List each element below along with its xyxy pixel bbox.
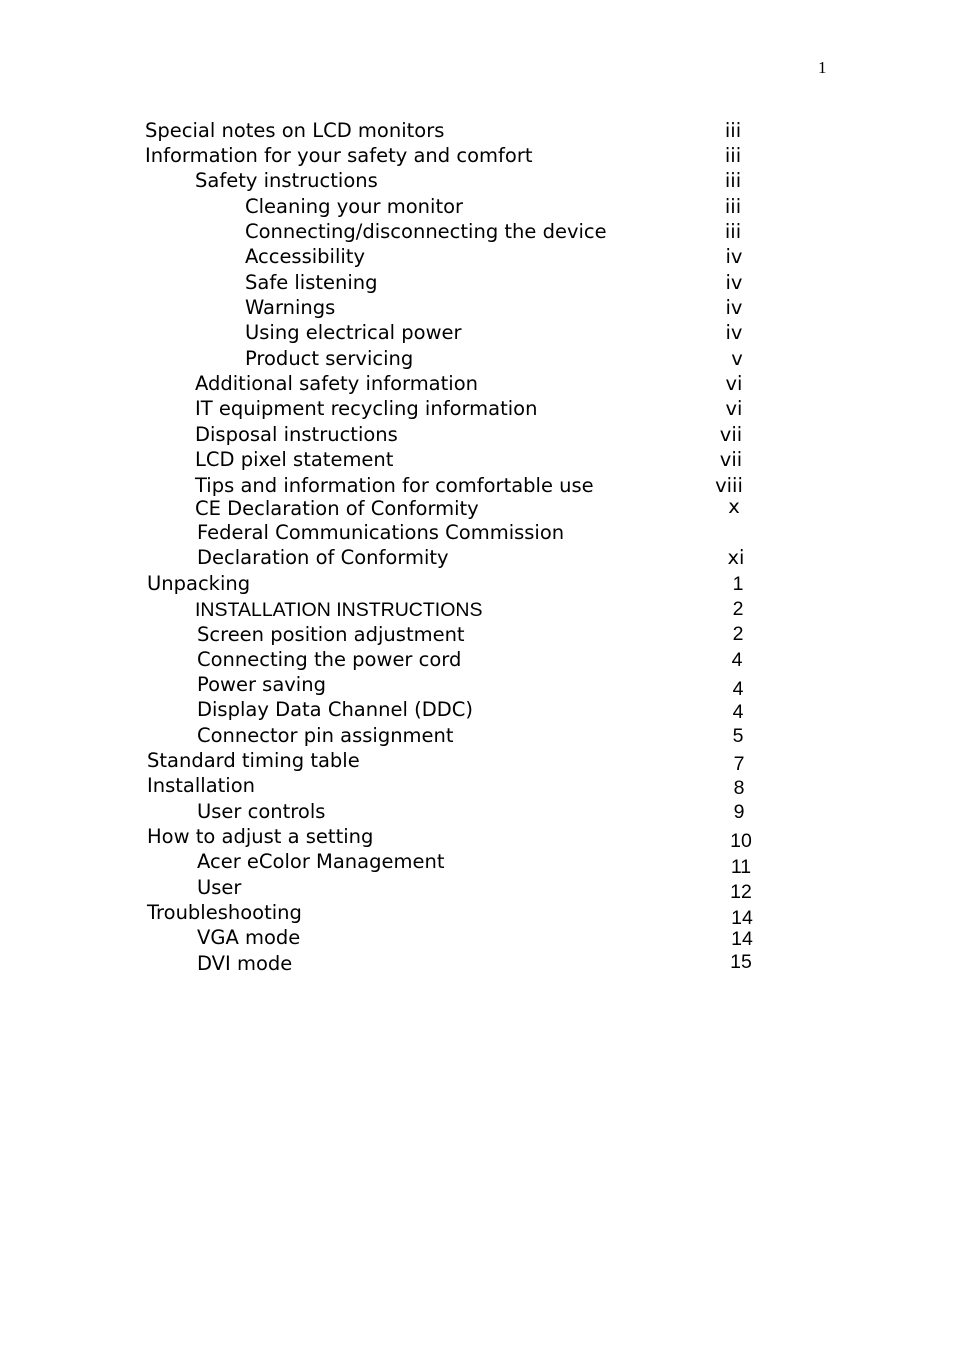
toc-entry-page-number: xi [727,546,745,569]
toc-entry-title: Power saving [197,673,326,696]
page-number: 1 [818,58,827,77]
toc-entry-page-number: 14 [731,928,753,950]
toc-entry-page-number: 12 [730,881,752,903]
toc-entry-page-number: v [731,347,743,370]
toc-entry-page-number: iii [724,144,742,167]
toc-entry-title: Disposal instructions [195,423,398,446]
toc-entry-page-number: iii [724,169,742,192]
toc-entry-title: Acer eColor Management [197,850,445,873]
toc-entry-title: How to adjust a setting [147,825,374,848]
toc-entry-title: Safe listening [245,271,378,294]
toc-entry-page-number: iv [725,296,743,319]
toc-entry-title: Connecting/disconnecting the device [245,220,607,243]
toc-entry-page-number: iv [725,321,743,344]
toc-entry-page-number: 15 [730,951,752,973]
toc-entry-title: Special notes on LCD monitors [145,119,445,142]
toc-entry-page-number: 4 [732,701,744,723]
toc-entry-title: DVI mode [197,952,293,975]
toc-entry-title: CE Declaration of Conformity [195,497,479,520]
toc-entry-title: Connecting the power cord [197,648,462,671]
toc-entry-title: Cleaning your monitor [245,195,464,218]
toc-entry-page-number: vii [719,448,743,471]
toc-entry-page-number: 11 [730,856,752,878]
toc-entry-title: Troubleshooting [147,901,302,924]
toc-entry-page-number: x [728,495,740,518]
toc-entry-title: IT equipment recycling information [195,397,538,420]
toc-entry-title: User controls [197,800,326,823]
toc-entry-title: Additional safety information [195,372,478,395]
toc-entry-page-number: vi [725,397,743,420]
toc-entry-title: Accessibility [245,245,365,268]
toc-entry-title: Warnings [245,296,336,319]
toc-entry-page-number: viii [715,474,743,497]
toc-entry-title: VGA mode [197,926,301,949]
toc-entry-title: Product servicing [245,347,414,370]
toc-entry-title: INSTALLATION INSTRUCTIONS [195,599,483,621]
toc-entry-page-number: 14 [731,907,753,929]
toc-entry-title: Information for your safety and comfort [145,144,533,167]
toc-entry-page-number: iii [724,119,742,142]
toc-entry-title: LCD pixel statement [195,448,394,471]
toc-entry-title: Display Data Channel (DDC) [197,698,473,721]
toc-entry-title: Declaration of Conformity [197,546,449,569]
toc-entry-title: Federal Communications Commission [197,521,565,544]
toc-entry-title: Standard timing table [147,749,360,772]
toc-entry-title: Installation [147,774,256,797]
toc-entry-page-number: iii [724,195,742,218]
toc-entry-page-number: iv [725,271,743,294]
toc-entry-page-number: 10 [730,830,752,852]
toc-entry-title: User [197,876,242,899]
toc-entry-page-number: 5 [732,725,744,747]
toc-entry-page-number: vi [725,372,743,395]
toc-entry-page-number: 7 [733,753,745,775]
toc-entry-page-number: 9 [733,801,745,823]
toc-entry-title: Tips and information for comfortable use [195,474,594,497]
toc-entry-page-number: 2 [732,598,744,620]
toc-entry-title: Connector pin assignment [197,724,454,747]
toc-entry-title: Unpacking [147,572,251,595]
toc-entry-title: Screen position adjustment [197,623,465,646]
toc-entry-title: Using electrical power [245,321,462,344]
toc-entry-page-number: 1 [732,573,744,595]
toc-entry-page-number: vii [719,423,743,446]
toc-entry-page-number: 2 [732,623,744,645]
toc-entry-page-number: 4 [732,678,744,700]
toc-entry-page-number: 8 [733,777,745,799]
toc-entry-page-number: 4 [731,649,743,671]
toc-entry-page-number: iii [724,220,742,243]
toc-entry-page-number: iv [725,245,743,268]
toc-entry-title: Safety instructions [195,169,378,192]
